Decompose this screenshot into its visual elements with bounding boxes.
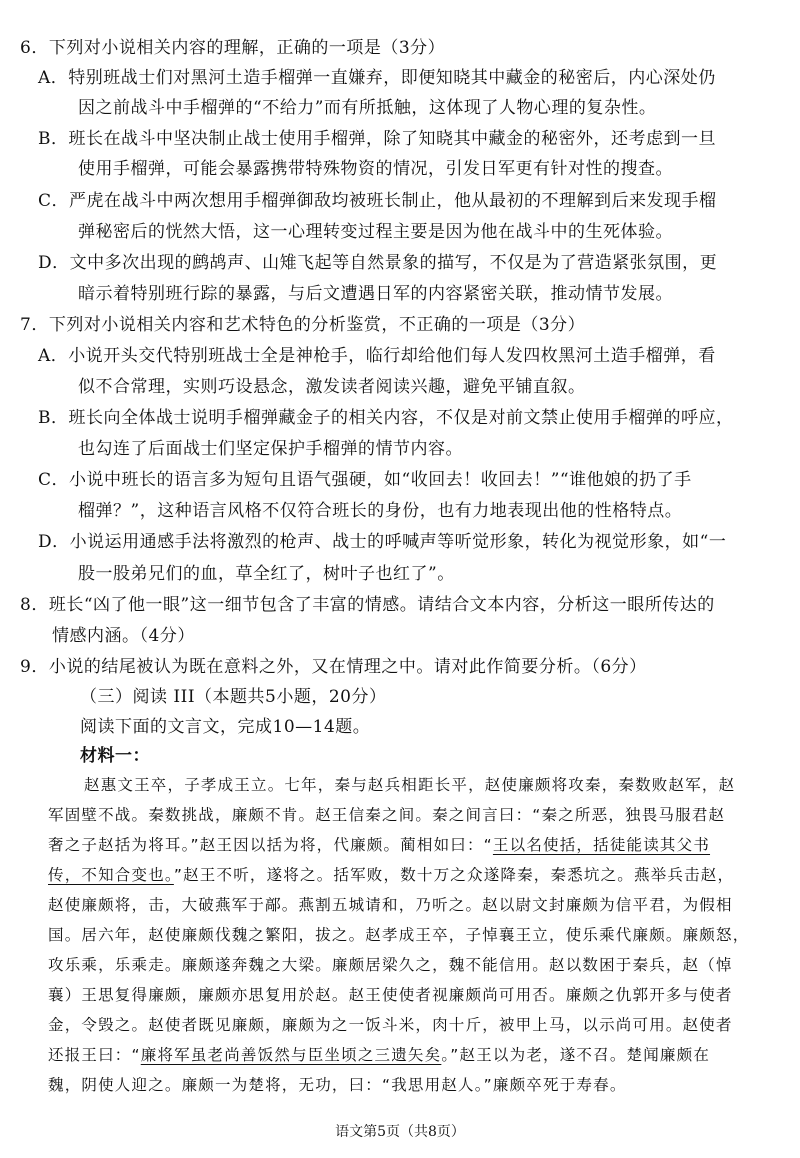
passage-line-8: 襄）王思复得廉颇，廉颇亦思复用於赵。赵王使使者视廉颇尚可用否。廉颇之仇郭开多与使者: [48, 986, 733, 1004]
q7-option-a-line1: A．小说开头交代特别班战士全是神枪手，临行却给他们每人发四枚黑河土造手榴弹，看: [38, 346, 716, 366]
section3-instruction: 阅读下面的文言文，完成10—14题。: [80, 717, 371, 737]
q6-option-b-line1: B．班长在战斗中坚决制止战士使用手榴弹，除了知晓其中藏金的秘密外，还考虑到一旦: [38, 129, 716, 149]
passage-line-6: 国。居六年，赵使廉颇伐魏之繁阳，拔之。赵孝成王卒，子悼襄王立，使乐乘代廉颇。廉颇怒，: [48, 926, 750, 944]
passage-line-3: [48, 833, 710, 857]
q6-option-b-line2: 使用手榴弹，可能会暴露携带特殊物资的情况，引发日军更有针对性的搜查。: [78, 159, 673, 179]
section3-title: （三）阅读 III（本题共5小题，20分）: [80, 687, 387, 707]
q8-line1: 8．班长“凶了他一眼”这一细节包含了丰富的情感。请结合文本内容，分析这一眼所传达的: [20, 595, 715, 615]
q7-option-c-line1: C．小说中班长的语言多为短句且语气强硬，如“收回去！收回去！”“谁他娘的扔了手: [38, 470, 692, 490]
passage-line-5: 赵使廉颇将，击，大破燕军于鄗。燕割五城请和，乃听之。赵以尉文封廉颇为信平君，为假相: [48, 896, 733, 914]
q7-option-d-line2: 股一股弟兄们的血，草全红了，树叶子也红了”。: [78, 564, 455, 584]
q7-option-a-line2: 似不合常理，实则巧设悬念，激发读者阅读兴趣，避免平铺直叙。: [78, 377, 586, 397]
q8-line2: 情感内涵。（4分）: [52, 626, 195, 646]
underlined-sentence-2: 廉将军虽老尚善饭然与臣坐顷之三遗矢矣: [140, 1046, 442, 1064]
material-label: 材料一：: [80, 746, 150, 766]
q6-option-c-line2: 弹秘密后的恍然大悟，这一心理转变过程主要是因为他在战斗中的生死体验。: [78, 222, 673, 242]
passage-line-10: [48, 1043, 710, 1067]
underlined-sentence-1-part1: 王以名使括，括徒能读其父书: [492, 836, 711, 854]
passage-line-4-text: ”赵王不听，遂将之。括军败，数十万之众遂降秦，秦悉坑之。燕举兵击赵，: [173, 866, 735, 884]
passage-line-2: 军固壁不战。秦数挑战，廉颇不肯。赵王信秦之间。秦之间言曰：“秦之所恶，独畏马服君赵: [48, 806, 726, 824]
q7-stem: 7．下列对小说相关内容和艺术特色的分析鉴赏，不正确的一项是（3分）: [20, 315, 586, 335]
q6-stem: 6．下列对小说相关内容的理解，正确的一项是（3分）: [20, 38, 446, 58]
passage-line-4: [48, 863, 734, 887]
q6-option-a-line2: 因之前战斗中手榴弹的“不给力”而有所抵触，这体现了人物心理的复杂性。: [78, 98, 657, 118]
q7-option-b-line2: 也勾连了后面战士们坚定保护手榴弹的情节内容。: [78, 439, 463, 459]
passage-line-10-text-c: 。”赵王以为老，遂不召。楚闻廉颇在: [441, 1046, 711, 1064]
passage-line-11: 魏，阴使人迎之。廉颇一为楚将，无功，曰：“我思用赵人。”廉颇卒死于寿春。: [48, 1076, 627, 1094]
q6-option-a-line1: A．特别班战士们对黑河土造手榴弹一直嫌弃，即便知晓其中藏金的秘密后，内心深处仍: [38, 68, 716, 88]
passage-line-1: 赵惠文王卒，子孝成王立。七年，秦与赵兵相距长平，赵使廉颇将攻秦，秦数败赵军，赵: [84, 776, 736, 794]
q9-stem: 9．小说的结尾被认为既在意料之外，又在情理之中。请对此作简要分析。（6分）: [20, 657, 647, 677]
q6-option-d-line2: 暗示着特别班行踪的暴露，与后文遭遇日军的内容紧密关联，推动情节发展。: [78, 284, 673, 304]
q7-option-c-line2: 榴弹？”，这种语言风格不仅符合班长的身份，也有力地表现出他的性格特点。: [78, 501, 683, 521]
q6-option-d-line1: D．文中多次出现的鹧鸪声、山雉飞起等自然景象的描写，不仅是为了营造紧张氛围，更: [38, 253, 718, 273]
q6-option-c-line1: C．严虎在战斗中两次想用手榴弹御敌均被班长制止，他从最初的不理解到后来发现手榴: [38, 191, 717, 211]
underlined-sentence-1-part2: 传，不知合变也。: [48, 866, 174, 884]
q7-option-d-line1: D．小说运用通感手法将激烈的枪声、战士的呼喊声等听觉形象，转化为视觉形象，如“一: [38, 532, 727, 552]
passage-line-9: 金，令毁之。赵使者既见廉颇，廉颇为之一饭斗米，肉十斤，被甲上马，以示尚可用。赵使者: [48, 1016, 733, 1034]
passage-line-7: 攻乐乘，乐乘走。廉颇遂奔魏之大梁。廉颇居梁久之，魏不能信用。赵以数困于秦兵，赵（悼: [48, 956, 733, 974]
page-footer: 语文第5页（共8页）: [335, 1124, 465, 1140]
q7-option-b-line1: B．班长向全体战士说明手榴弹藏金子的相关内容，不仅是对前文禁止使用手榴弹的呼应，: [38, 408, 734, 428]
passage-line-10-text-a: 还报王曰：“: [48, 1046, 141, 1064]
passage-line-3-text: 奢之子赵括为将耳。”赵王因以括为将，代廉颇。蔺相如曰：“: [48, 836, 493, 854]
